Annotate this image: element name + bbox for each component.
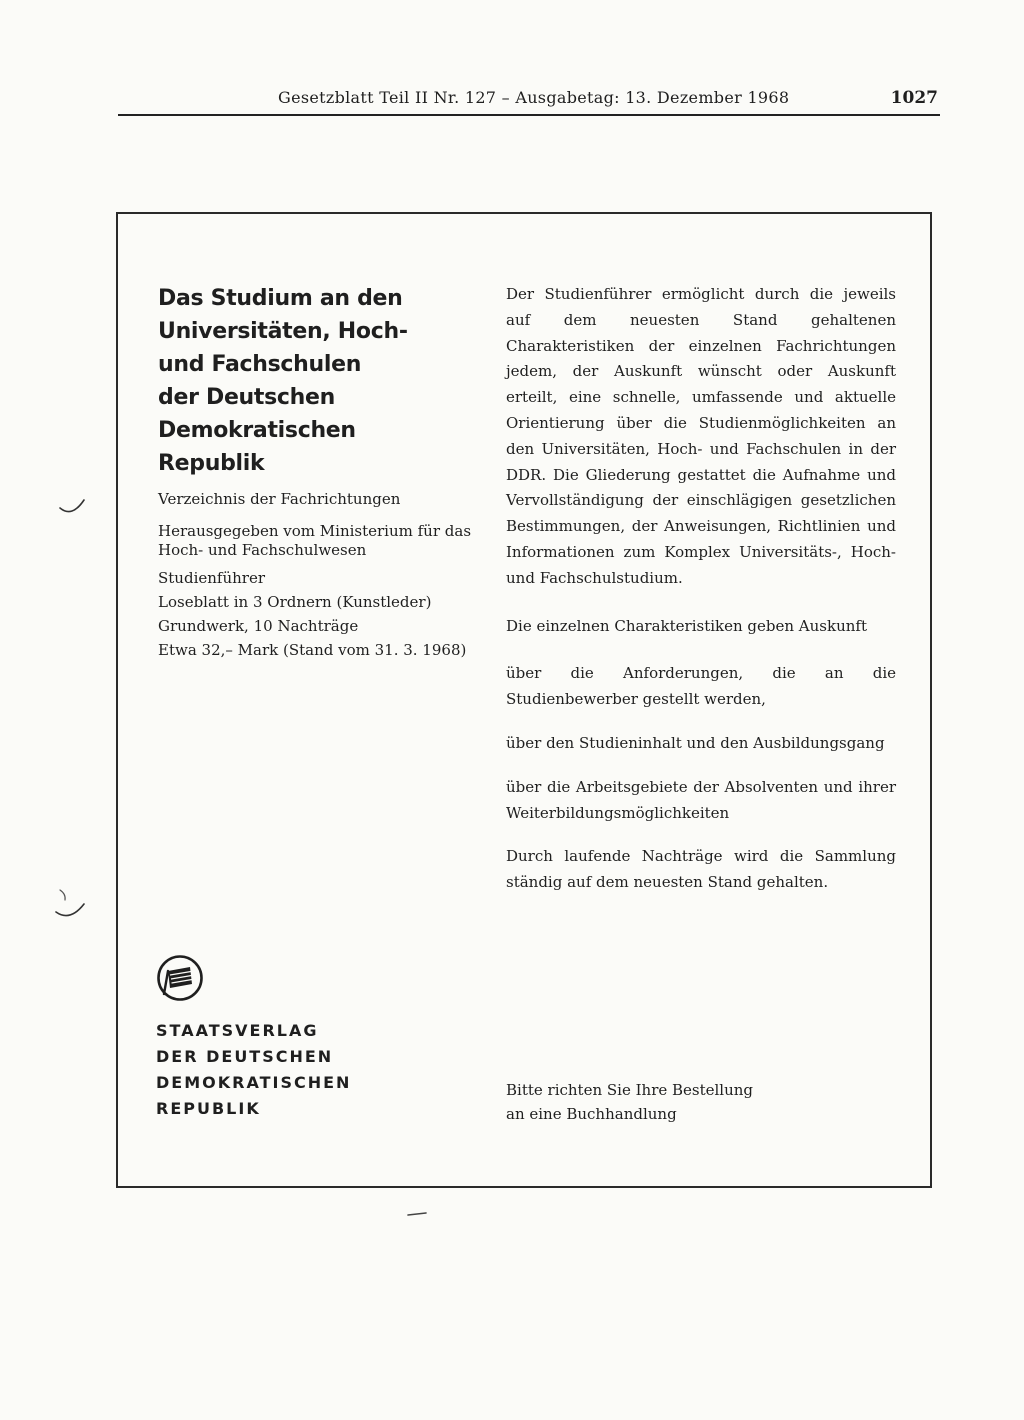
description-paragraph: Die einzelnen Charakteristiken geben Auskunft: [506, 616, 867, 635]
title-line: Republik: [158, 451, 265, 476]
order-note-line: an eine Buchhandlung: [506, 1105, 677, 1123]
book-details: [158, 566, 478, 662]
advertisement-left-column: [158, 282, 478, 662]
scan-mark-icon: [406, 1210, 428, 1218]
order-note: [506, 1078, 753, 1126]
editor-credit: Herausgegeben vom Ministerium für das Hoch- und Fachschulwesen: [158, 522, 472, 559]
publisher-logo-icon: [156, 954, 204, 1002]
book-detail-line: Loseblatt in 3 Ordnern (Kunstleder): [158, 593, 432, 611]
page-header: [118, 84, 940, 114]
header-rule: [118, 114, 940, 116]
book-detail-line: Grundwerk, 10 Nachträge: [158, 617, 359, 635]
scan-mark-icon: [52, 888, 92, 922]
title-line: Demokratischen: [158, 418, 356, 443]
scan-mark-icon: [56, 494, 92, 516]
description-paragraph: über die Anforderungen, die an die Studienbewerber gestellt werden,: [506, 664, 896, 709]
title-line: Universitäten, Hoch-: [158, 319, 408, 344]
publisher-name-line: DEMOKRATISCHEN: [156, 1073, 352, 1092]
advertisement-subtitle: Verzeichnis der Fachrichtungen: [158, 490, 401, 508]
publisher-name-line: REPUBLIK: [156, 1099, 261, 1118]
publisher-name: [156, 1018, 351, 1122]
advertisement-description: [506, 282, 896, 896]
book-detail-line: Studienführer: [158, 569, 265, 587]
description-paragraph: über die Arbeitsgebiete der Absolventen und ihrer Weiterbildungsmöglichkeiten: [506, 777, 896, 822]
description-paragraph: Durch laufende Nachträge wird die Sammlung ständig auf dem neuesten Stand gehalten.: [506, 847, 896, 892]
order-note-line: Bitte richten Sie Ihre Bestellung: [506, 1081, 754, 1099]
publisher-name-line: STAATSVERLAG: [156, 1021, 319, 1040]
publisher-name-line: DER DEUTSCHEN: [156, 1047, 334, 1066]
page-number: 1027: [890, 88, 938, 108]
header-title: Gesetzblatt Teil II Nr. 127 – Ausgabetag: 13. Dezember 1968: [278, 88, 790, 107]
title-line: und Fachschulen: [158, 352, 362, 377]
title-line: Das Studium an den: [158, 286, 403, 311]
description-paragraph: über den Studieninhalt und den Ausbildungsgang: [506, 733, 885, 752]
advertisement-frame: [116, 212, 932, 1188]
title-line: der Deutschen: [158, 385, 336, 410]
book-price-line: Etwa 32,– Mark (Stand vom 31. 3. 1968): [158, 641, 467, 659]
advertisement-title: [158, 282, 478, 480]
description-paragraph: Der Studienführer ermöglicht durch die jeweils auf dem neuesten Stand gehaltenen Charakteristiken der einzelnen Fachrichtungen jedem, der Auskunft wünscht oder Auskunft erteilt, eine schnelle, umfassende und aktuelle Orientierung über die Studienmöglichkeiten an den Universitäten, Hoch- und Fachschulen in der DDR. Die Gliederung gestattet die Aufnahme und Vervollständigung der einschlägigen gesetzlichen Bestimmungen, der Anweisungen, Richtlinien und Informationen zum Komplex Universitäts-, Hoch- und Fachschulstudium.: [506, 285, 896, 587]
